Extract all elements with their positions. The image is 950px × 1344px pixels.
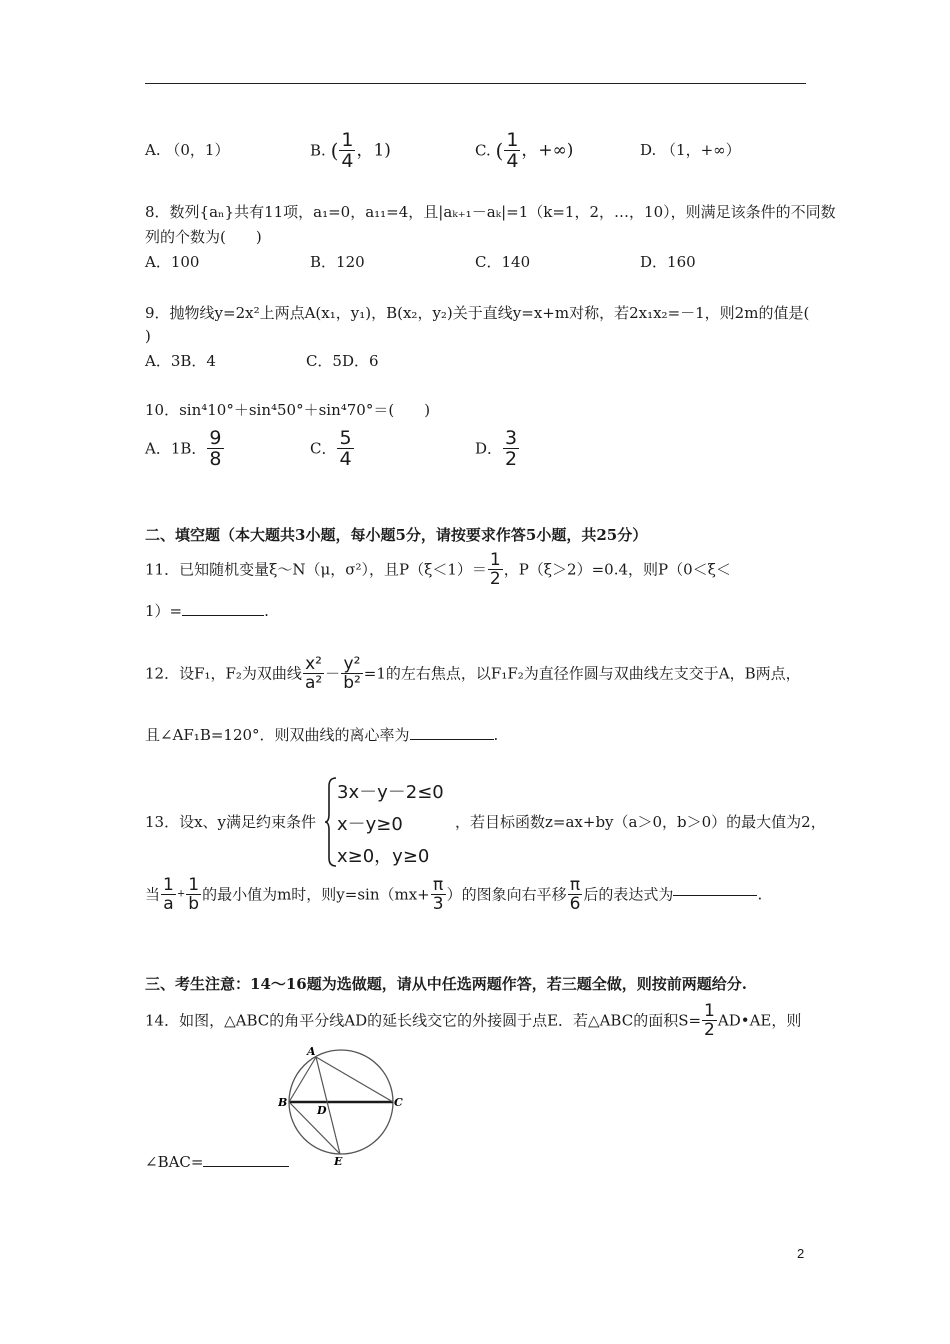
q7-option-a: A. （0，1） (145, 141, 230, 159)
q7-option-d: D. （1，+∞） (640, 141, 741, 159)
q13-stem-line1-pre: 13．设x、y满足约束条件 (145, 813, 317, 831)
label-c: C (394, 1096, 403, 1109)
q14-answer-blank[interactable] (203, 1165, 289, 1167)
section3-title: 三、考生注意：14～16题为选做题，请从中任选两题作答，若三题全做，则按前两题给分. (145, 975, 747, 993)
q8-option-c: C．140 (475, 253, 531, 271)
q10-stem: 10．sin⁴10°＋sin⁴50°＋sin⁴70°＝( ) (145, 401, 431, 419)
q14-stem-line2: ∠BAC= (145, 1152, 289, 1172)
q8-option-b: B．120 (310, 253, 365, 271)
q10-option-c: C． $\frac{5}{4}$ (310, 427, 352, 470)
q13-constraint-3: x≥0，y≥0 (337, 846, 430, 867)
q14-circle-figure (278, 1044, 418, 1172)
q7-option-b: B. ( $\frac{1}{4}$ ，1) (310, 129, 391, 172)
q13-constraint-2: x－y≥0 (337, 814, 403, 835)
q7-option-c: C. ( $\frac{1}{4}$ ，+∞) (475, 129, 574, 172)
q10-options-ab: A．1B． $\frac{9}{8}$ (145, 427, 222, 470)
q11-answer-blank[interactable] (182, 614, 264, 616)
q13-constraint-1: 3x－y－2≤0 (337, 782, 444, 803)
q11-stem-line1: 11．已知随机变量ξ～N（μ，σ²），且P（ξ＜1）＝ $\frac{1}{2}$ ，P（ξ＞2）=0.4，则P（0＜ξ＜ (145, 550, 731, 589)
page-number: 2 (797, 1246, 805, 1261)
header-rule (145, 83, 806, 84)
q13-stem-line2: 当 $\frac{1}{a}$ + $\frac{1}{b}$ 的最小值为m时，则y=sin（mx+ $\frac{\pi}{3}$ ）的图象向右平移 $\frac{\pi}{6}$ 后的表达式为 . (145, 875, 763, 914)
label-b: B (278, 1096, 288, 1109)
q8-stem-line2: 列的个数为( ) (145, 228, 262, 246)
q12-stem-line1: 12．设F₁，F₂为双曲线 $\frac{\text{x²}}{\text{a²}}$ － $\frac{\text{y²}}{\text{b²}}$ =1的左右焦点，以F₁F₂为直径作圆与双曲线左支交于A，B两点， (145, 654, 801, 693)
segment-ac (316, 1057, 393, 1102)
q10-option-d: D． $\frac{3}{2}$ (475, 427, 518, 470)
q9-stem-line2: ) (145, 327, 151, 345)
q14-stem-line1: 14．如图，△ABC的角平分线AD的延长线交它的外接圆于点E．若△ABC的面积S= $\frac{1}{2}$ AD•AE，则 (145, 1001, 802, 1040)
q13-stem-line1-post: ，若目标函数z=ax+by（a＞0，b＞0）的最大值为2， (455, 813, 826, 831)
q9-stem-line1: 9．抛物线y=2x²上两点A(x₁，y₁)，B(x₂，y₂)关于直线y=x+m对称，若2x₁x₂=－1，则2m的值是( (145, 304, 810, 322)
q9-options: A．3B．4 C．5D．6 (145, 352, 379, 370)
q8-option-a: A．100 (145, 253, 200, 271)
section2-title: 二、填空题（本大题共3小题，每小题5分，请按要求作答5小题，共25分） (145, 526, 648, 544)
q8-stem-line1: 8．数列{aₙ}共有11项，a₁=0，a₁₁=4，且|aₖ₊₁－aₖ|=1（k=1，2，…，10），则满足该条件的不同数 (145, 203, 836, 221)
label-a: A (307, 1045, 316, 1058)
q13-answer-blank[interactable] (673, 894, 757, 896)
label-e: E (334, 1155, 343, 1168)
q11-stem-line2: 1）= . (145, 602, 269, 620)
segment-ab (289, 1057, 316, 1102)
q12-stem-line2: 且∠AF₁B=120°．则双曲线的离心率为 . (145, 726, 499, 744)
label-d: D (317, 1104, 327, 1117)
q8-option-d: D．160 (640, 253, 696, 271)
q12-answer-blank[interactable] (410, 738, 494, 740)
